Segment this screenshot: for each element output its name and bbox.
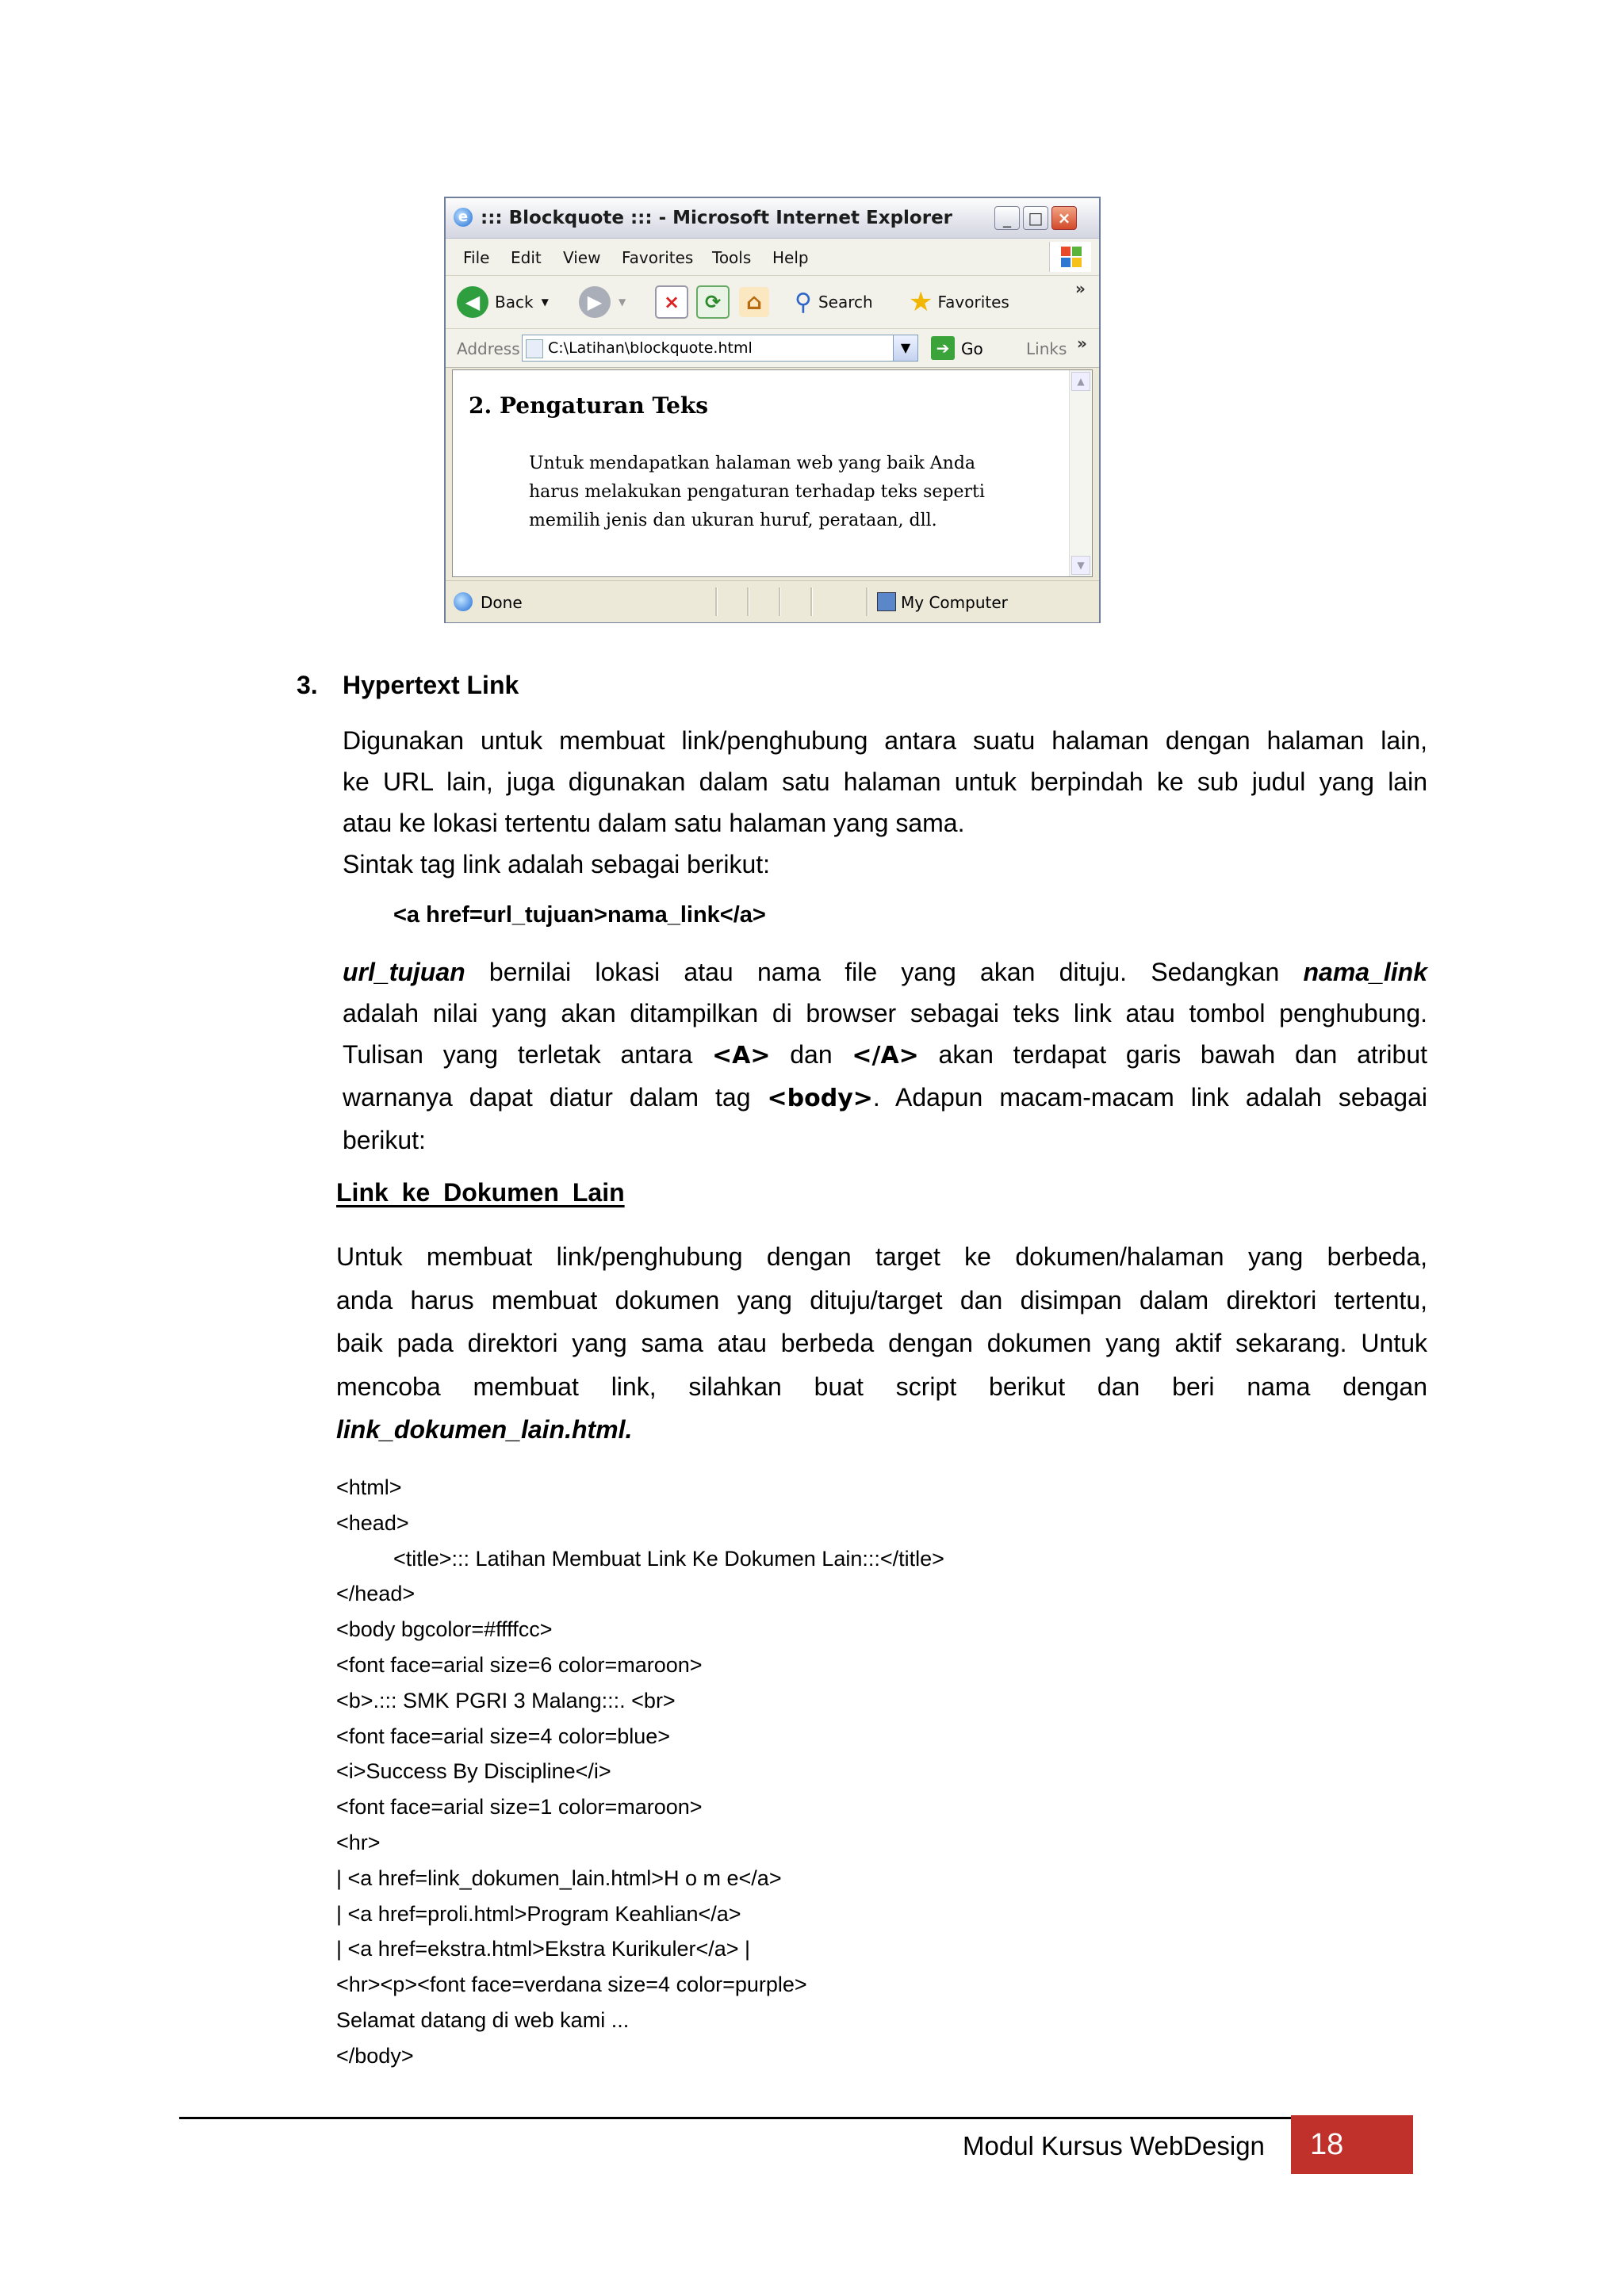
page-heading: 2. Pengaturan Teks xyxy=(469,392,709,419)
menu-help: Help xyxy=(772,248,809,267)
computer-icon xyxy=(877,592,896,611)
chevron-right-icon: » xyxy=(1077,334,1087,353)
explain-text: bernilai lokasi atau nama file yang akan dituju. Sedangkan xyxy=(465,958,1304,986)
home-icon: ⌂ xyxy=(739,287,769,317)
subsection-line: anda harus membuat dokumen yang dituju/target dan disimpan dalam direktori tertentu, xyxy=(336,1285,1427,1314)
dropdown-arrow-icon: ▼ xyxy=(619,297,626,308)
back-button xyxy=(457,284,549,320)
code-line: | <a href=proli.html>Program Keahlian</a> xyxy=(336,1901,741,1926)
stop-icon: × xyxy=(655,285,688,319)
star-icon: ★ xyxy=(909,286,933,318)
minimize-icon: _ xyxy=(994,206,1020,230)
code-line: <b>.::: SMK PGRI 3 Malang:::. <br> xyxy=(336,1688,676,1712)
go-arrow-icon: ➔ xyxy=(931,336,955,360)
code-line: <font face=arial size=1 color=maroon> xyxy=(336,1795,703,1820)
code-line: <head> xyxy=(336,1510,409,1535)
status-zone: My Computer xyxy=(901,593,1008,612)
link-syntax: <a href=url_tujuan>nama_link</a> xyxy=(393,902,766,928)
page-icon xyxy=(526,339,543,358)
home-button xyxy=(739,284,769,320)
forward-button xyxy=(579,284,626,320)
favorites-label: Favorites xyxy=(937,293,1009,312)
explain-text: dan xyxy=(770,1040,852,1069)
chevron-down-icon: ▼ xyxy=(893,335,917,361)
code-line: </body> xyxy=(336,2043,414,2068)
code-line: | <a href=link_dokumen_lain.html>H o m e</a> xyxy=(336,1866,782,1890)
search-button xyxy=(795,284,873,320)
status-divider xyxy=(866,587,868,616)
intro-paragraph xyxy=(343,720,1427,885)
explain-line: berikut: xyxy=(343,1126,426,1154)
explain-text: Tulisan yang terletak antara xyxy=(343,1040,712,1069)
browser-window-screenshot xyxy=(444,197,1101,623)
section-title: Hypertext Link xyxy=(343,671,519,699)
menu-view: View xyxy=(563,248,601,267)
explain-line: adalah nilai yang akan ditampilkan di browser sebagai teks link atau tombol penghubung. xyxy=(343,999,1427,1027)
script-filename: link_dokumen_lain.html. xyxy=(336,1415,633,1444)
tag-open: <A> xyxy=(711,1042,771,1070)
code-line: Selamat datang di web kami ... xyxy=(336,2007,630,2032)
tag-body: <body> xyxy=(767,1085,873,1112)
refresh-icon: ⟳ xyxy=(696,285,730,319)
status-bar xyxy=(446,580,1099,622)
address-value: C:\Latihan\blockquote.html xyxy=(548,339,753,357)
browser-title-bar xyxy=(446,198,1099,239)
back-arrow-icon: ◀ xyxy=(457,286,488,318)
subsection-title: Link ke Dokumen Lain xyxy=(336,1178,625,1207)
favorites-button xyxy=(909,284,1009,320)
browser-content-area xyxy=(452,369,1093,577)
intro-line: Digunakan untuk membuat link/penghubung antara suatu halaman dengan halaman lain, xyxy=(343,726,1427,755)
code-line: </head> xyxy=(336,1582,416,1606)
subsection-line: mencoba membuat link, silahkan buat script berikut dan beri nama dengan xyxy=(336,1372,1427,1401)
status-divider xyxy=(779,587,781,616)
explain-text: akan terdapat garis bawah dan atribut xyxy=(918,1040,1428,1069)
footer-rule xyxy=(179,2117,1293,2119)
browser-toolbar xyxy=(446,276,1099,329)
address-bar xyxy=(446,329,1099,368)
code-listing xyxy=(336,1470,944,2074)
code-line: <font face=arial size=4 color=blue> xyxy=(336,1724,671,1748)
page-number-badge xyxy=(1291,2115,1413,2174)
scrollbar xyxy=(1069,370,1092,576)
subsection-line: baik pada direktori yang sama atau berbeda dengan dokumen yang aktif sekarang. Untuk xyxy=(336,1329,1427,1357)
code-line: <title>::: Latihan Membuat Link Ke Dokumen Lain:::</title> xyxy=(393,1546,944,1571)
forward-arrow-icon: ▶ xyxy=(579,286,611,318)
code-line: | <a href=ekstra.html>Ekstra Kurikuler</a> | xyxy=(336,1937,751,1961)
code-line: <hr> xyxy=(336,1830,381,1854)
status-divider xyxy=(715,587,718,616)
intro-line: ke URL lain, juga digunakan dalam satu halaman untuk berpindah ke sub judul yang lain xyxy=(343,767,1427,796)
search-label: Search xyxy=(818,293,873,312)
subsection-line: Untuk membuat link/penghubung dengan target ke dokumen/halaman yang berbeda, xyxy=(336,1242,1427,1271)
close-icon: × xyxy=(1051,206,1077,230)
code-line: <html> xyxy=(336,1475,402,1499)
syntax-intro: Sintak tag link adalah sebagai berikut: xyxy=(343,850,771,878)
term-url-tujuan: url_tujuan xyxy=(343,958,465,986)
windows-flag-icon xyxy=(1049,242,1091,272)
search-icon: ⚲ xyxy=(795,288,812,316)
status-divider xyxy=(810,587,813,616)
status-text: Done xyxy=(481,593,523,612)
code-line: <i>Success By Discipline</i> xyxy=(336,1759,611,1784)
links-label: Links xyxy=(1026,339,1067,358)
explain-text: . Adapun macam-macam link adalah sebagai xyxy=(872,1083,1427,1112)
go-label: Go xyxy=(961,339,983,358)
browser-title: ::: Blockquote ::: - Microsoft Internet Explorer xyxy=(481,208,953,228)
code-line: <font face=arial size=6 color=maroon> xyxy=(336,1652,703,1677)
status-divider xyxy=(747,587,749,616)
subsection-paragraph xyxy=(336,1235,1427,1452)
maximize-icon: □ xyxy=(1023,206,1048,230)
address-label: Address xyxy=(457,339,520,358)
address-field xyxy=(522,335,918,362)
code-line: <hr><p><font face=verdana size=4 color=purple> xyxy=(336,1973,807,1997)
ie-page-icon xyxy=(454,592,473,611)
chevron-right-icon: » xyxy=(1075,279,1086,298)
stop-button xyxy=(655,284,688,320)
code-line: <body bgcolor=#ffffcc> xyxy=(336,1617,553,1642)
page-paragraph: Untuk mendapatkan halaman web yang baik Anda harus melakukan pengaturan terhadap teks seperti memilih jenis dan ukuran huruf, perataan, dll. xyxy=(529,453,985,530)
menu-tools: Tools xyxy=(712,248,752,267)
explain-paragraph xyxy=(343,951,1427,1161)
back-label: Back xyxy=(495,293,534,312)
dropdown-arrow-icon: ▼ xyxy=(541,297,549,308)
refresh-button xyxy=(696,284,730,320)
explain-text: warnanya dapat diatur dalam tag xyxy=(343,1083,768,1112)
term-nama-link: nama_link xyxy=(1303,958,1427,986)
footer-text: Modul Kursus WebDesign xyxy=(963,2131,1265,2160)
ie-logo-icon: e xyxy=(454,208,473,227)
menu-edit: Edit xyxy=(511,248,542,267)
menu-favorites: Favorites xyxy=(622,248,694,267)
page-number: 18 xyxy=(1310,2128,1344,2161)
scroll-down-icon: ▼ xyxy=(1071,556,1090,575)
tag-close: </A> xyxy=(852,1042,919,1070)
scroll-up-icon: ▲ xyxy=(1071,372,1090,391)
intro-line: atau ke lokasi tertentu dalam satu halaman yang sama. xyxy=(343,809,965,837)
menu-file: File xyxy=(463,248,490,267)
section-number: 3. xyxy=(297,671,318,699)
browser-menu-bar xyxy=(446,239,1099,276)
